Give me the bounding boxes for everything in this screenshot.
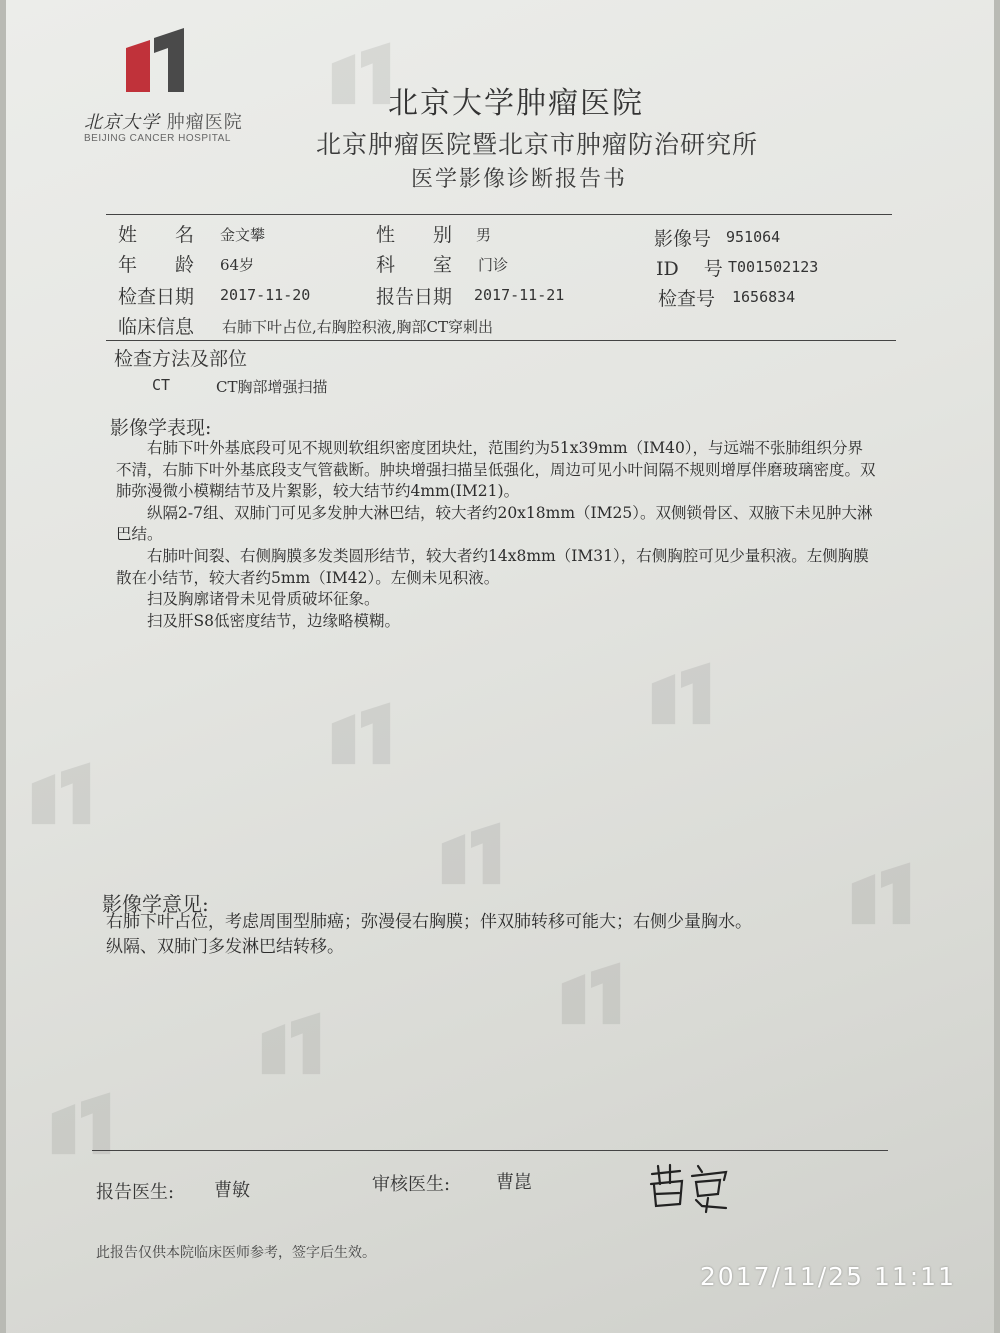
- opinion-body: [106, 910, 866, 960]
- watermark-logo: [256, 1010, 326, 1080]
- patient-name: 金文攀: [220, 226, 266, 244]
- watermark-logo: [436, 820, 506, 890]
- exam-date-label: 检查日期: [118, 286, 195, 308]
- footer-note: 此报告仅供本院临床医师参考，签字后生效。: [96, 1245, 376, 1261]
- logo-english-name: BEIJING CANCER HOSPITAL: [84, 133, 231, 144]
- opinion-line: 右肺下叶占位，考虑周围型肺癌；弥漫侵右胸膜；伴双肺转移可能大；右侧少量胸水。: [106, 912, 752, 932]
- signature-divider: [92, 1150, 888, 1151]
- findings-paragraph: 扫及肝S8低密度结节，边缘略模糊。: [147, 611, 400, 630]
- hospital-name: 北京大学肿瘤医院: [388, 86, 644, 121]
- method-heading: 检查方法及部位: [114, 348, 248, 370]
- exam-no: 1656834: [732, 288, 796, 306]
- logo-chinese-name: [84, 108, 243, 134]
- exam-no-label: 检查号: [658, 288, 716, 310]
- patient-age: 64岁: [220, 256, 255, 274]
- report-paper: [6, 0, 994, 1333]
- watermark-logo: [646, 660, 716, 730]
- photo-timestamp: 2017/11/25 11:11: [699, 1262, 956, 1291]
- report-date: 2017-11-21: [474, 286, 565, 304]
- findings-paragraph: 纵隔2-7组、双肺门可见多发肿大淋巴结，较大者约20x18mm（IM25）。双侧锁骨区、双腋下未见肿大淋巴结。: [116, 503, 873, 544]
- findings-body: [116, 438, 876, 632]
- handwritten-signature: [646, 1160, 736, 1220]
- method-modality: CT: [152, 376, 171, 394]
- name-label: 姓 名: [118, 224, 195, 246]
- age-label: 年 龄: [118, 254, 195, 276]
- id-label: ID 号: [656, 258, 723, 280]
- opinion-line: 纵隔、双肺门多发淋巴结转移。: [106, 937, 344, 957]
- report-date-label: 报告日期: [376, 286, 453, 308]
- image-no: 951064: [726, 228, 781, 246]
- image-no-label: 影像号: [654, 228, 712, 250]
- hospital-logo-icon: [124, 28, 186, 94]
- patient-gender: 男: [476, 226, 492, 244]
- method-description: CT胸部增强扫描: [216, 378, 328, 396]
- watermark-logo: [326, 40, 396, 110]
- report-doctor-label: 报告医生:: [96, 1182, 175, 1203]
- watermark-logo: [326, 700, 396, 770]
- clinical-info-label: 临床信息: [118, 316, 195, 338]
- exam-date: 2017-11-20: [220, 286, 311, 304]
- review-doctor-name: 曹崑: [496, 1172, 532, 1193]
- patient-id: T001502123: [728, 258, 819, 276]
- report-title: 医学影像诊断报告书: [411, 167, 628, 192]
- review-doctor-label: 审核医生:: [372, 1174, 451, 1195]
- logo-university-script: 北京大学: [84, 112, 160, 133]
- header-divider: [106, 214, 892, 215]
- gender-label: 性 别: [376, 224, 453, 246]
- watermark-logo: [556, 960, 626, 1030]
- hospital-subtitle: 北京肿瘤医院暨北京市肿瘤防治研究所: [316, 130, 759, 159]
- dept-label: 科 室: [376, 254, 453, 276]
- watermark-logo: [26, 760, 96, 830]
- findings-heading: 影像学表现:: [110, 417, 212, 439]
- findings-paragraph: 右肺叶间裂、右侧胸膜多发类圆形结节，较大者约14x8mm（IM31），右侧胸腔可见少量积液。左侧胸膜散在小结节，较大者约5mm（IM42）。左侧未见积液。: [116, 546, 869, 587]
- logo-hospital-text: 肿瘤医院: [166, 112, 243, 133]
- findings-paragraph: 扫及胸廓诸骨未见骨质破坏征象。: [147, 590, 380, 609]
- info-divider: [106, 340, 896, 341]
- report-doctor-name: 曹敏: [214, 1180, 250, 1201]
- department: 门诊: [478, 256, 509, 274]
- clinical-info: 右肺下叶占位,右胸腔积液,胸部CT穿刺出: [222, 318, 494, 336]
- findings-paragraph: 右肺下叶外基底段可见不规则软组织密度团块灶，范围约为51x39mm（IM40），与远端不张肺组织分界不清，右肺下叶外基底段支气管截断。肿块增强扫描呈低强化，周边可见小叶间隔不规则增厚伴磨玻璃密度。双肺弥漫微小模糊结节及片絮影，较大结节约4mm(IM21)。: [116, 439, 876, 501]
- opinion-heading: 影像学意见:: [102, 892, 209, 916]
